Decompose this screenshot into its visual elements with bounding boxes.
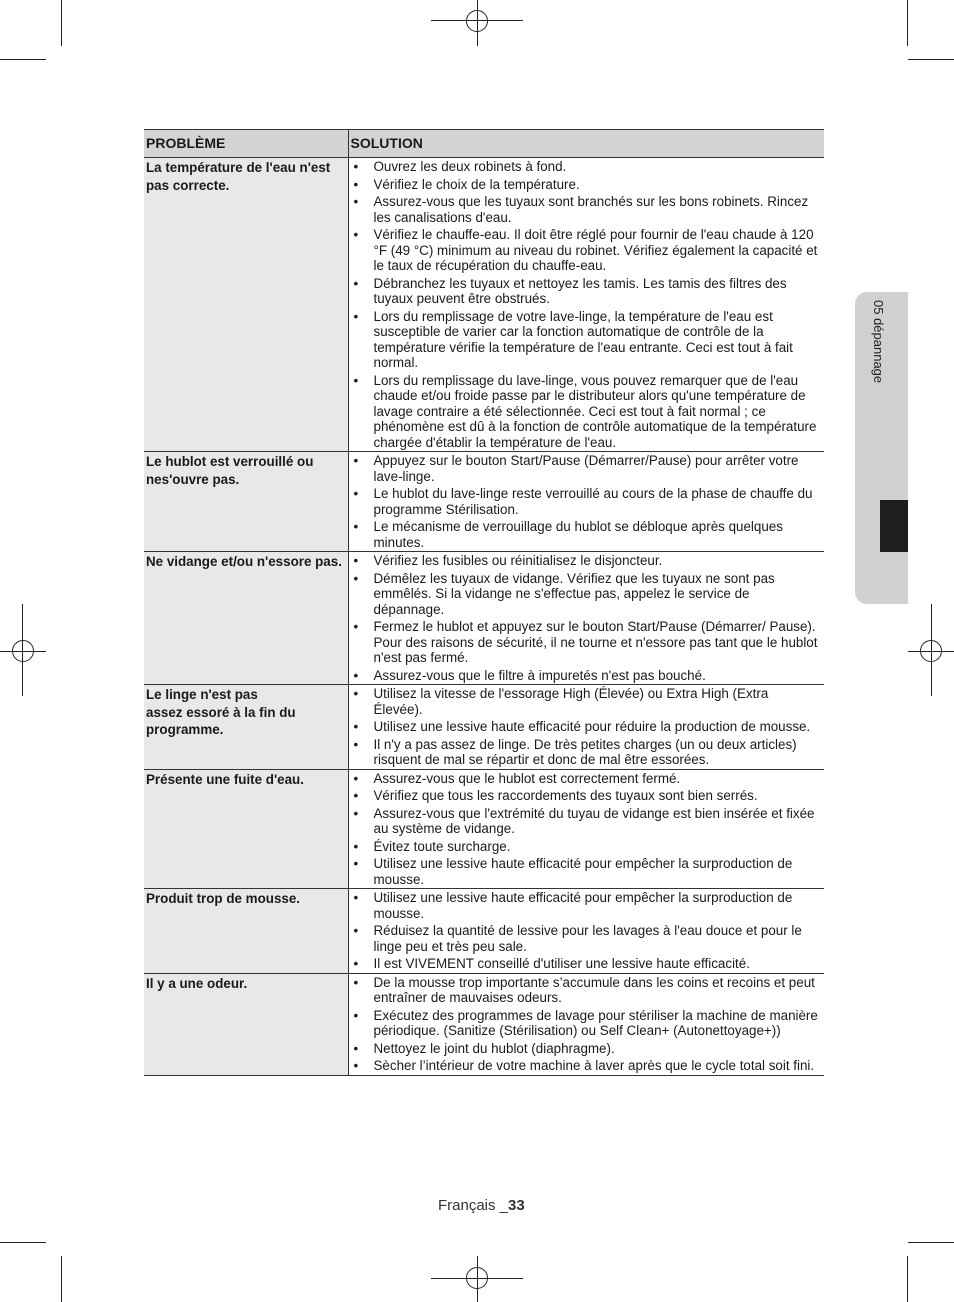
- table-row: [144, 552, 824, 685]
- solution-item: • Assurez-vous que le hublot est correctement fermé.: [349, 771, 825, 787]
- solution-cell: [348, 552, 824, 685]
- solution-item: • Il est VIVEMENT conseillé d'utiliser une lessive haute efficacité.: [349, 956, 825, 972]
- solution-item: • Réduisez la quantité de lessive pour les lavages à l'eau douce et pour le linge peu et très peu sale.: [349, 923, 825, 954]
- chapter-tab-label: 05 dépannage: [871, 300, 886, 384]
- solution-item: • Démêlez les tuyaux de vidange. Vérifiez que les tuyaux ne sont pas emmêlés. Si la vidange ne s'effectue pas, appelez le service de dépannage.: [349, 571, 825, 618]
- crop-mark: [907, 1256, 908, 1302]
- solution-item: • Débranchez les tuyaux et nettoyez les tamis. Les tamis des filtres des tuyaux peuvent être obstrués.: [349, 276, 825, 307]
- solution-list: [349, 889, 825, 973]
- footer-language: Français _: [438, 1197, 509, 1214]
- solution-item: • Il n'y a pas assez de linge. De très petites charges (un ou deux articles) risquent de mal se répartir et donc de mal être essorées.: [349, 737, 825, 768]
- problem-column-header: PROBLÈME: [144, 130, 348, 158]
- solution-item: • Assurez-vous que l'extrémité du tuyau de vidange est bien insérée et fixée au système de vidange.: [349, 806, 825, 837]
- solution-item: • De la mousse trop importante s’accumule dans les coins et recoins et peut entraîner de mauvaises odeurs.: [349, 975, 825, 1006]
- solution-cell: [348, 452, 824, 552]
- table-body: [144, 158, 824, 1076]
- crop-mark: [61, 1256, 62, 1302]
- crop-mark: [61, 0, 62, 46]
- solution-item: • Sècher l’intérieur de votre machine à laver après que le cycle total soit fini.: [349, 1058, 825, 1074]
- solution-item: • Vérifiez le chauffe-eau. Il doit être réglé pour fournir de l'eau chaude à 120 °F (49 °C) minimum au niveau du robinet. Vérifiez également la capacité et le taux de récupération du chauffe-eau.: [349, 227, 825, 274]
- solution-item: • Lors du remplissage du lave-linge, vous pouvez remarquer que de l'eau chaude et/ou froide passe par le distributeur alors qu'une température de lavage contraire a été sélectionnée. Ceci est tout à fait normal ; ce phénomène est dû à la fonction de contrôle automatique de la température chargée d'établir la température de l'eau.: [349, 373, 825, 451]
- solution-item: • Exécutez des programmes de lavage pour stériliser la machine de manière périodique. (Sanitize (Stérilisation) ou Self Clean+ (Autonettoyage+)): [349, 1008, 825, 1039]
- solution-item: • Utilisez la vitesse de l'essorage High (Élevée) ou Extra High (Extra Élevée).: [349, 686, 825, 717]
- solution-item: • Utilisez une lessive haute efficacité pour empêcher la surproduction de mousse.: [349, 890, 825, 921]
- solution-list: [349, 158, 825, 451]
- problem-text: Produit trop de mousse.: [146, 891, 301, 906]
- solution-item: • Lors du remplissage de votre lave-linge, la température de l'eau est susceptible de varier car la fonction automatique de contrôle de la température vérifie la température de l'eau entrante. Ceci est tout à fait normal.: [349, 309, 825, 371]
- crop-mark: [0, 1242, 46, 1243]
- table-row: [144, 452, 824, 552]
- problem-text: assez essoré à la fin du programme.: [146, 704, 296, 737]
- table-row: [144, 973, 824, 1075]
- problem-cell: [144, 685, 348, 770]
- page-footer: [438, 1197, 525, 1214]
- registration-mark: [466, 1267, 488, 1289]
- crop-mark: [907, 0, 908, 46]
- solution-list: [349, 770, 825, 889]
- problem-cell: [144, 973, 348, 1075]
- solution-item: • Vérifiez le choix de la température.: [349, 177, 825, 193]
- problem-cell: [144, 158, 348, 452]
- solution-item: • Ouvrez les deux robinets à fond.: [349, 159, 825, 175]
- crop-mark: [908, 59, 954, 60]
- problem-text: Il y a une odeur.: [146, 975, 248, 991]
- table-row: [144, 769, 824, 889]
- solution-item: • Évitez toute surcharge.: [349, 839, 825, 855]
- solution-item: • Le mécanisme de verrouillage du hublot se débloque après quelques minutes.: [349, 519, 825, 550]
- solution-item: • Vérifiez que tous les raccordements des tuyaux sont bien serrés.: [349, 788, 825, 804]
- solution-column-header: SOLUTION: [348, 130, 824, 158]
- table-row: [144, 158, 824, 452]
- problem-text: Le linge n'est pas: [146, 687, 258, 702]
- table-header-row: [144, 130, 824, 158]
- solution-item: • Vérifiez les fusibles ou réinitialisez le disjoncteur.: [349, 553, 825, 569]
- solution-item: • Nettoyez le joint du hublot (diaphragme).: [349, 1041, 825, 1057]
- solution-cell: [348, 158, 824, 452]
- registration-mark: [466, 10, 488, 32]
- solution-list: [349, 974, 825, 1075]
- solution-cell: [348, 769, 824, 889]
- troubleshooting-table: [144, 129, 824, 1076]
- solution-list: [349, 452, 825, 551]
- page-number: 33: [508, 1197, 525, 1214]
- problem-cell: [144, 769, 348, 889]
- solution-cell: [348, 889, 824, 974]
- registration-mark: [12, 640, 34, 662]
- solution-item: • Appuyez sur le bouton Start/Pause (Démarrer/Pause) pour arrêter votre lave-linge.: [349, 453, 825, 484]
- solution-cell: [348, 973, 824, 1075]
- solution-item: • Utilisez une lessive haute efficacité pour empêcher la surproduction de mousse.: [349, 856, 825, 887]
- crop-mark: [0, 59, 46, 60]
- registration-mark: [920, 640, 942, 662]
- problem-cell: [144, 889, 348, 974]
- problem-text: Ne vidange et/ou n'essore pas.: [146, 554, 342, 569]
- solution-list: [349, 552, 825, 684]
- solution-list: [349, 685, 825, 769]
- solution-item: • Fermez le hublot et appuyez sur le bouton Start/Pause (Démarrer/ Pause). Pour des raisons de sécurité, il ne tourne et n'essore pas tant que le hublot n'est pas fermé.: [349, 619, 825, 666]
- solution-item: • Assurez-vous que les tuyaux sont branchés sur les bons robinets. Rincez les canalisations d'eau.: [349, 194, 825, 225]
- table-row: [144, 889, 824, 974]
- problem-cell: [144, 452, 348, 552]
- chapter-tab-marker: [880, 500, 908, 552]
- problem-text: Le hublot est verrouillé ou nes'ouvre pas.: [146, 454, 314, 487]
- crop-mark: [908, 1242, 954, 1243]
- solution-item: • Assurez-vous que le filtre à impuretés n'est pas bouché.: [349, 668, 825, 684]
- solution-cell: [348, 685, 824, 770]
- problem-cell: [144, 552, 348, 685]
- solution-item: • Le hublot du lave-linge reste verrouillé au cours de la phase de chauffe du programme Stérilisation.: [349, 486, 825, 517]
- problem-text: Présente une fuite d'eau.: [146, 771, 304, 787]
- table-row: [144, 685, 824, 770]
- solution-item: • Utilisez une lessive haute efficacité pour réduire la production de mousse.: [349, 719, 825, 735]
- problem-text: La température de l'eau n'est pas correcte.: [146, 160, 331, 193]
